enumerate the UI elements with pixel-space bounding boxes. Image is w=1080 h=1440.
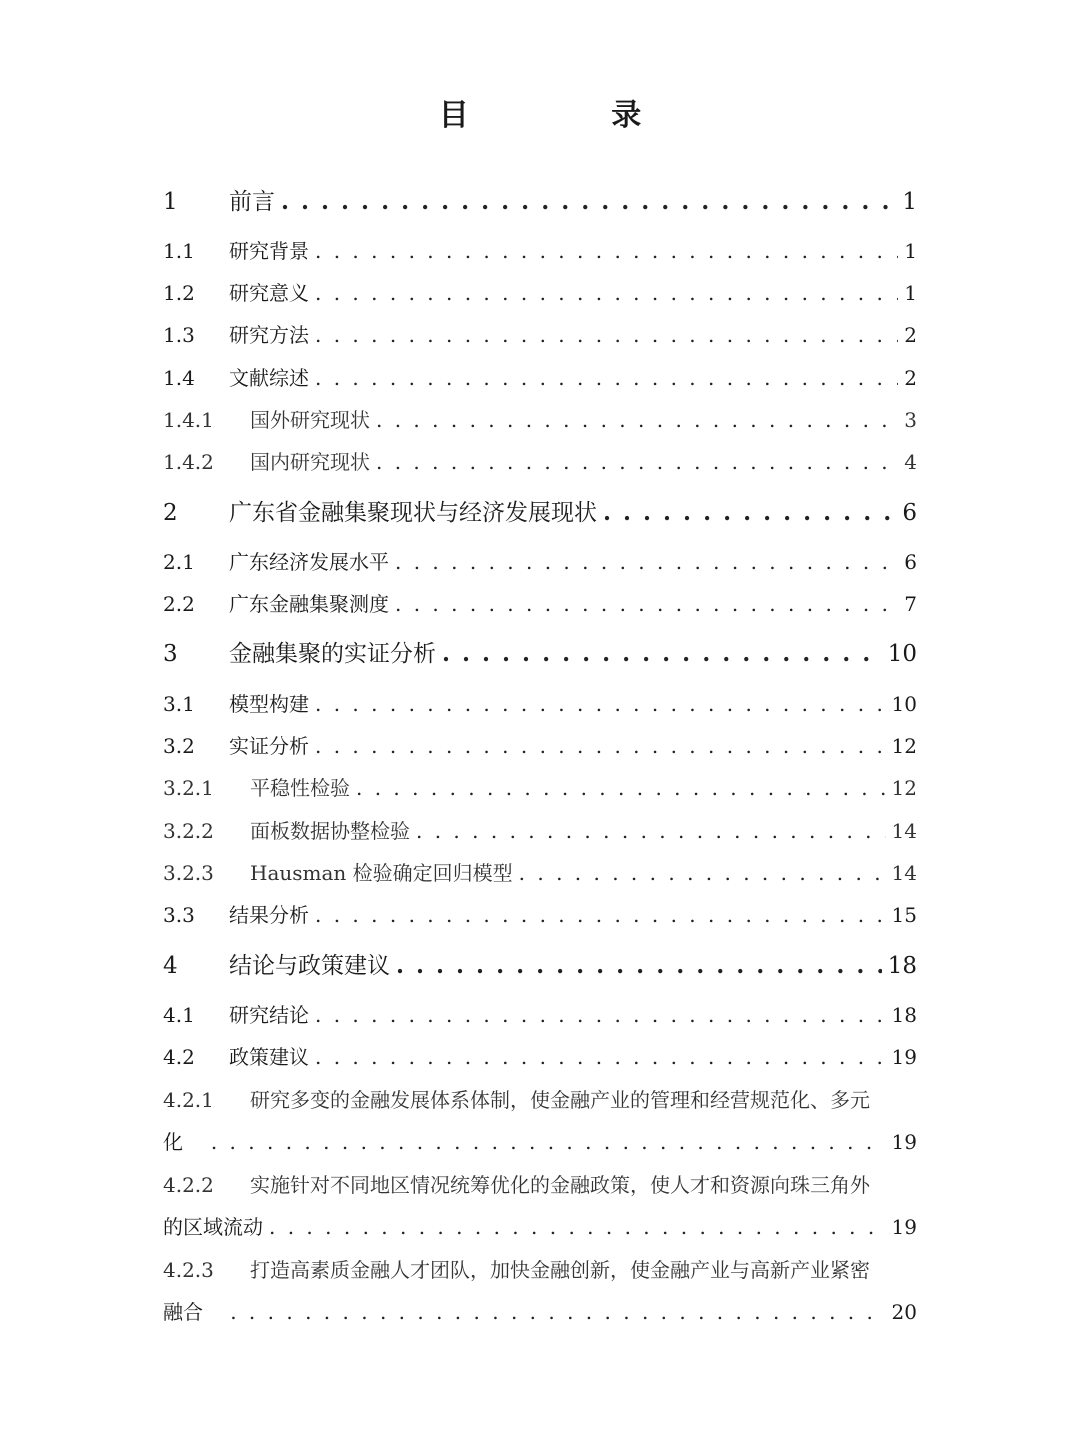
toc-entry-page: 1 bbox=[902, 189, 917, 215]
toc-entry-number: 4.2.1 bbox=[163, 1088, 214, 1112]
toc-entry-number: 3.2 bbox=[163, 734, 195, 758]
toc-entry-2-2[interactable] bbox=[163, 590, 917, 618]
toc-entry-1-4-1[interactable] bbox=[163, 406, 917, 434]
toc-entry-3-2-1[interactable] bbox=[163, 774, 917, 802]
toc-entry-number: 2.2 bbox=[163, 592, 195, 616]
toc-entry-number: 1.4.1 bbox=[163, 408, 214, 432]
toc-entry-title: 广东省金融集聚现状与经济发展现状 bbox=[229, 500, 597, 526]
toc-entry-title: 前言 bbox=[229, 189, 275, 215]
dot-leader bbox=[315, 1001, 886, 1029]
dot-leader bbox=[315, 901, 886, 929]
toc-entry-title: 实施针对不同地区情况统筹优化的金融政策，使人才和资源向珠三角外 bbox=[250, 1173, 870, 1197]
toc-entry-4-2-2[interactable] bbox=[163, 1171, 917, 1199]
toc-entry-3-3[interactable] bbox=[163, 901, 917, 929]
toc-entry-number: 4.2.2 bbox=[163, 1173, 214, 1197]
dot-leader bbox=[315, 321, 898, 349]
dot-leader bbox=[396, 950, 882, 982]
dot-leader bbox=[315, 732, 886, 760]
toc-entry-title: 金融集聚的实证分析 bbox=[229, 641, 436, 667]
dot-leader bbox=[281, 186, 896, 218]
toc-entry-page: 20 bbox=[891, 1300, 917, 1324]
dot-leader bbox=[315, 1043, 886, 1071]
toc-entry-title: 广东经济发展水平 bbox=[229, 550, 389, 574]
toc-entry-number: 1.3 bbox=[163, 323, 195, 347]
toc-entry-page: 10 bbox=[891, 692, 917, 716]
toc-entry-number: 1 bbox=[163, 189, 178, 215]
toc-entry-title: 研究意义 bbox=[229, 281, 309, 305]
toc-entry-4-2-2-continued[interactable] bbox=[163, 1213, 917, 1241]
toc-entry-number: 4.2.3 bbox=[163, 1258, 214, 1282]
toc-entry-page: 4 bbox=[904, 450, 917, 474]
toc-entry-title: 研究结论 bbox=[229, 1003, 309, 1027]
toc-entry-title: 打造高素质金融人才团队，加快金融创新，使金融产业与高新产业紧密 bbox=[250, 1258, 870, 1282]
toc-entry-page: 14 bbox=[891, 861, 917, 885]
toc-entry-page: 2 bbox=[904, 366, 917, 390]
toc-entry-page: 12 bbox=[891, 734, 917, 758]
toc-entry-page: 7 bbox=[904, 592, 917, 616]
toc-entry-page: 1 bbox=[904, 281, 917, 305]
toc-entry-number: 3.2.2 bbox=[163, 819, 214, 843]
toc-entry-title: 面板数据协整检验 bbox=[250, 819, 410, 843]
toc-entry-3-1[interactable] bbox=[163, 690, 917, 718]
toc-entry-number: 1.1 bbox=[163, 239, 195, 263]
toc-entry-number: 4.1 bbox=[163, 1003, 195, 1027]
toc-entry-title: 国外研究现状 bbox=[250, 408, 370, 432]
toc-entry-title: 研究背景 bbox=[229, 239, 309, 263]
toc-entry-2[interactable] bbox=[163, 497, 917, 529]
toc-entry-4-2[interactable] bbox=[163, 1043, 917, 1071]
toc-entry-title: 模型构建 bbox=[229, 692, 309, 716]
toc-entry-title: 政策建议 bbox=[229, 1045, 309, 1069]
toc-entry-4[interactable] bbox=[163, 950, 917, 982]
toc-entry-page: 10 bbox=[887, 641, 917, 667]
toc-entry-page: 19 bbox=[891, 1045, 917, 1069]
dot-leader bbox=[315, 364, 898, 392]
toc-entry-number: 1.4 bbox=[163, 366, 195, 390]
toc-entry-1[interactable] bbox=[163, 186, 917, 218]
toc-entry-page: 6 bbox=[902, 500, 917, 526]
toc-entry-page: 1 bbox=[904, 239, 917, 263]
toc-entry-page: 15 bbox=[891, 903, 917, 927]
dot-leader bbox=[315, 279, 898, 307]
dot-leader bbox=[376, 448, 898, 476]
toc-title: 目 录 bbox=[438, 98, 708, 133]
toc-entry-page: 3 bbox=[904, 408, 917, 432]
toc-entry-number: 1.4.2 bbox=[163, 450, 214, 474]
toc-entry-title: 结论与政策建议 bbox=[229, 953, 390, 979]
toc-entry-number: 1.2 bbox=[163, 281, 195, 305]
toc-entry-title-continued: 的区域流动 bbox=[163, 1215, 263, 1239]
dot-leader bbox=[376, 406, 898, 434]
dot-leader bbox=[230, 1298, 885, 1326]
toc-entry-1-3[interactable] bbox=[163, 321, 917, 349]
toc-entry-title: 研究方法 bbox=[229, 323, 309, 347]
toc-entry-4-2-3[interactable] bbox=[163, 1256, 917, 1284]
toc-entry-3-2-3[interactable] bbox=[163, 859, 917, 887]
toc-entry-page: 6 bbox=[904, 550, 917, 574]
toc-entry-page: 18 bbox=[887, 953, 917, 979]
dot-leader bbox=[356, 774, 886, 802]
dot-leader bbox=[442, 638, 882, 670]
toc-entry-number: 4.2 bbox=[163, 1045, 195, 1069]
toc-entry-2-1[interactable] bbox=[163, 548, 917, 576]
toc-entry-3[interactable] bbox=[163, 638, 917, 670]
toc-entry-4-2-3-continued[interactable] bbox=[163, 1298, 917, 1326]
toc-entry-4-2-1-continued[interactable] bbox=[163, 1128, 917, 1156]
dot-leader bbox=[603, 497, 896, 529]
toc-entry-title: 广东金融集聚测度 bbox=[229, 592, 389, 616]
toc-entry-page: 2 bbox=[904, 323, 917, 347]
toc-entry-page: 19 bbox=[891, 1130, 917, 1154]
dot-leader bbox=[315, 690, 886, 718]
toc-entry-1-4-2[interactable] bbox=[163, 448, 917, 476]
toc-entry-1-1[interactable] bbox=[163, 237, 917, 265]
dot-leader bbox=[211, 1128, 886, 1156]
toc-entry-number: 4 bbox=[163, 953, 178, 979]
dot-leader bbox=[269, 1213, 886, 1241]
toc-entry-title: Hausman 检验确定回归模型 bbox=[250, 861, 513, 885]
toc-entry-page: 14 bbox=[891, 819, 917, 843]
toc-entry-number: 3.3 bbox=[163, 903, 195, 927]
toc-entry-4-2-1[interactable] bbox=[163, 1086, 917, 1114]
dot-leader bbox=[416, 817, 886, 845]
toc-entry-number: 2.1 bbox=[163, 550, 195, 574]
toc-entry-number: 3.2.3 bbox=[163, 861, 214, 885]
dot-leader bbox=[395, 548, 898, 576]
toc-entry-4-1[interactable] bbox=[163, 1001, 917, 1029]
toc-entry-title: 实证分析 bbox=[229, 734, 309, 758]
toc-entry-title: 结果分析 bbox=[229, 903, 309, 927]
toc-entry-page: 18 bbox=[891, 1003, 917, 1027]
toc-entry-number: 3.2.1 bbox=[163, 776, 214, 800]
dot-leader bbox=[395, 590, 898, 618]
toc-entry-title-continued: 化 bbox=[163, 1130, 183, 1154]
toc-entry-number: 2 bbox=[163, 500, 178, 526]
toc-entry-title: 研究多变的金融发展体系体制，使金融产业的管理和经营规范化、多元 bbox=[250, 1088, 870, 1112]
toc-entry-3-2-2[interactable] bbox=[163, 817, 917, 845]
toc-entry-page: 12 bbox=[891, 776, 917, 800]
toc-entry-title-continued: 融合 bbox=[163, 1300, 203, 1324]
dot-leader bbox=[519, 859, 886, 887]
toc-entry-page: 19 bbox=[891, 1215, 917, 1239]
toc-entry-number: 3.1 bbox=[163, 692, 195, 716]
toc-entry-title: 平稳性检验 bbox=[250, 776, 350, 800]
toc-entry-title: 国内研究现状 bbox=[250, 450, 370, 474]
toc-entry-number: 3 bbox=[163, 641, 178, 667]
toc-entry-1-2[interactable] bbox=[163, 279, 917, 307]
toc-entry-3-2[interactable] bbox=[163, 732, 917, 760]
toc-entry-title: 文献综述 bbox=[229, 366, 309, 390]
toc-entry-1-4[interactable] bbox=[163, 364, 917, 392]
dot-leader bbox=[315, 237, 898, 265]
